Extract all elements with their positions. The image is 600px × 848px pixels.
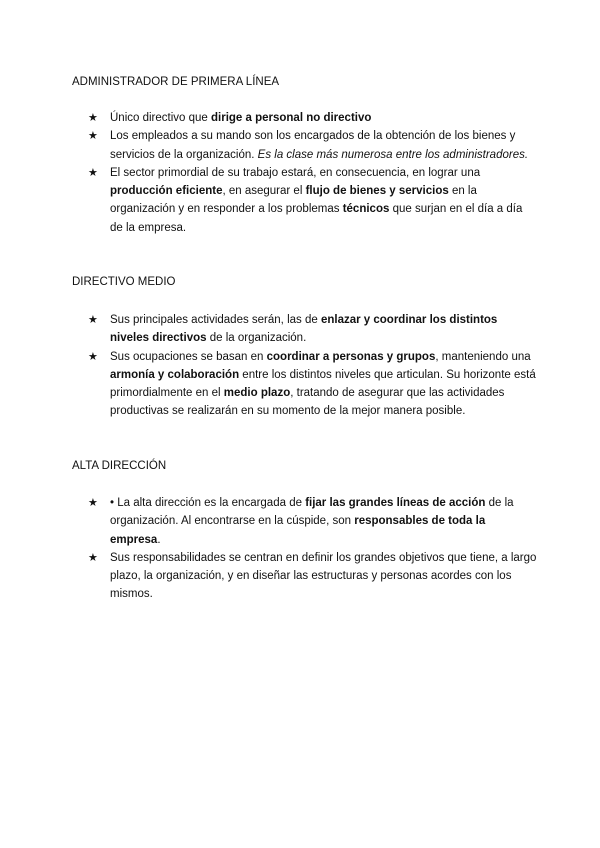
bold-text: producción eficiente	[110, 185, 223, 198]
list-item	[88, 348, 538, 421]
text-run: , tratando de asegurar que las actividades productivas se realizarán en su momento de la mejor manera posible.	[110, 387, 505, 418]
section-list-directivo-medio	[88, 311, 538, 421]
text-run: Los empleados a su mando son los encargados de la obtención de los bienes y servicios de la organización.	[110, 130, 516, 161]
star-bullet-icon: ★	[88, 497, 98, 509]
bold-text: dirige a personal no directivo	[211, 112, 372, 124]
text-run: en la organización y en responder a los problemas	[110, 185, 477, 216]
text-run: de la organización. Al encontrarse en la cúspide, son	[110, 497, 514, 528]
text-run: entre los distintos niveles que articulan. Su horizonte está primordialmente en el	[110, 368, 536, 400]
text-run: Sus ocupaciones se basan en	[110, 350, 267, 363]
section-title-directivo-medio: DIRECTIVO MEDIO	[72, 276, 176, 288]
text-run: • La alta dirección es la encargada de	[110, 497, 306, 509]
star-bullet-icon: ★	[88, 551, 98, 564]
list-item	[88, 494, 538, 549]
section-list-alta-direccion	[88, 494, 538, 604]
bold-text: fijar las grandes líneas de acción	[305, 497, 486, 509]
text-run: Sus responsabilidades se centran en definir los grandes objetivos que tiene, a largo plazo, la organización, y en diseñar las estructuras y personas acordes con los mismos.	[110, 551, 537, 601]
bold-text: técnicos	[342, 203, 390, 216]
italic-text: Es la clase más numerosa entre los administradores.	[257, 148, 529, 161]
text-run: de la organización.	[206, 332, 307, 345]
bold-text: enlazar y coordinar los distintos niveles directivos	[110, 314, 498, 345]
list-item	[88, 109, 538, 127]
star-bullet-icon: ★	[88, 350, 98, 363]
star-bullet-icon: ★	[88, 130, 98, 143]
list-item	[88, 549, 538, 604]
section-title-primera-linea: ADMINISTRADOR DE PRIMERA LÍNEA	[72, 76, 280, 88]
list-item	[88, 311, 538, 348]
text-run: Sus principales actividades serán, las de	[110, 314, 321, 326]
text-run: , en asegurar el	[222, 185, 306, 198]
bold-text: medio plazo	[223, 387, 291, 400]
text-run: El sector primordial de su trabajo estará, en consecuencia, en lograr una	[110, 166, 481, 179]
bold-text: responsables de toda la empresa	[110, 515, 486, 546]
section-title-alta-direccion: ALTA DIRECCIÓN	[72, 460, 167, 472]
star-bullet-icon: ★	[88, 166, 98, 179]
text-run: Único directivo que	[110, 112, 211, 124]
bold-text: armonía y colaboración	[110, 368, 240, 381]
text-run: , manteniendo una	[435, 350, 531, 363]
text-run: que surjan en el día a día de la empresa.	[110, 203, 523, 234]
star-bullet-icon: ★	[88, 314, 98, 326]
list-item	[88, 127, 538, 164]
list-item	[88, 164, 538, 237]
section-list-primera-linea	[88, 109, 538, 237]
bold-text: flujo de bienes y servicios	[305, 185, 449, 198]
star-bullet-icon: ★	[88, 112, 98, 124]
bold-text: coordinar a personas y grupos	[266, 350, 436, 363]
text-run: .	[157, 533, 161, 546]
